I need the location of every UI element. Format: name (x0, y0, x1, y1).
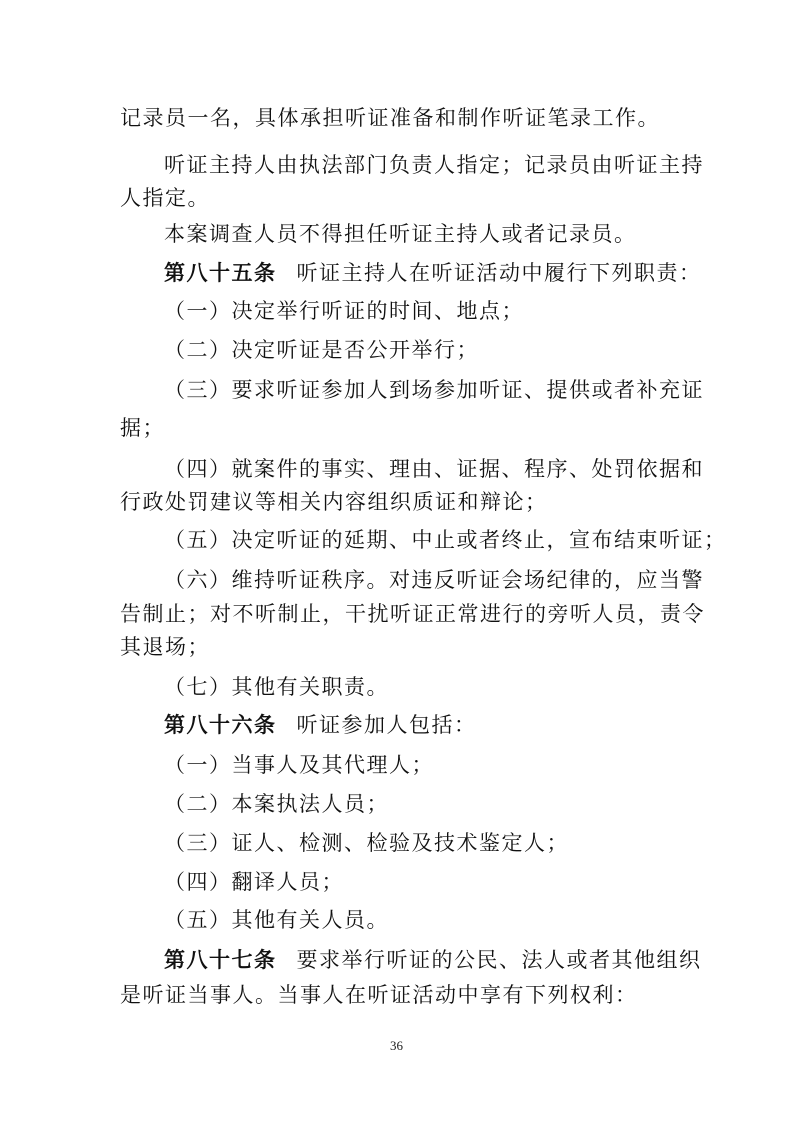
list-item: （七）其他有关职责。 (164, 675, 389, 699)
list-item: （一）决定举行听证的时间、地点； (164, 299, 524, 323)
article-85-heading: 第八十五条 (164, 260, 277, 285)
list-item: （六）维持听证秩序。对违反听证会场纪律的，应当警 (164, 568, 704, 592)
list-item: （五）其他有关人员。 (164, 908, 389, 932)
list-item: （一）当事人及其代理人； (164, 753, 434, 777)
article-87-line: 第八十七条 要求举行听证的公民、法人或者其他组织 (164, 947, 702, 972)
article-86-heading: 第八十六条 (164, 712, 277, 737)
list-item: （四）翻译人员； (164, 870, 344, 894)
article-87-heading: 第八十七条 (164, 947, 277, 972)
article-85-line: 第八十五条 听证主持人在听证活动中履行下列职责： (164, 260, 702, 285)
list-item-continuation: 行政处罚建议等相关内容组织质证和辩论； (120, 490, 548, 514)
article-86-line: 第八十六条 听证参加人包括： (164, 712, 477, 737)
list-item-continuation: 告制止；对不听制止，干扰听证正常进行的旁听人员，责令 (120, 602, 705, 626)
list-item-continuation: 其退场； (120, 635, 210, 659)
paragraph-line: 是听证当事人。当事人在听证活动中享有下列权利： (120, 983, 638, 1007)
page-number: 36 (390, 1038, 403, 1053)
list-item: （三）要求听证参加人到场参加听证、提供或者补充证 (164, 378, 704, 402)
paragraph-line: 听证主持人由执法部门负责人指定；记录员由听证主持 (164, 153, 704, 177)
list-item: （二）决定听证是否公开举行； (164, 338, 479, 362)
paragraph-line: 人指定。 (120, 186, 210, 210)
list-item: （三）证人、检测、检验及技术鉴定人； (164, 831, 569, 855)
list-item: （五）决定听证的延期、中止或者终止，宣布结束听证； (164, 528, 727, 552)
paragraph-line: 本案调查人员不得担任听证主持人或者记录员。 (164, 222, 637, 246)
list-item: （四）就案件的事实、理由、证据、程序、处罚依据和 (164, 457, 704, 481)
list-item-continuation: 据； (120, 416, 165, 440)
list-item: （二）本案执法人员； (164, 792, 389, 816)
paragraph-line: 记录员一名，具体承担听证准备和制作听证笔录工作。 (120, 106, 660, 130)
